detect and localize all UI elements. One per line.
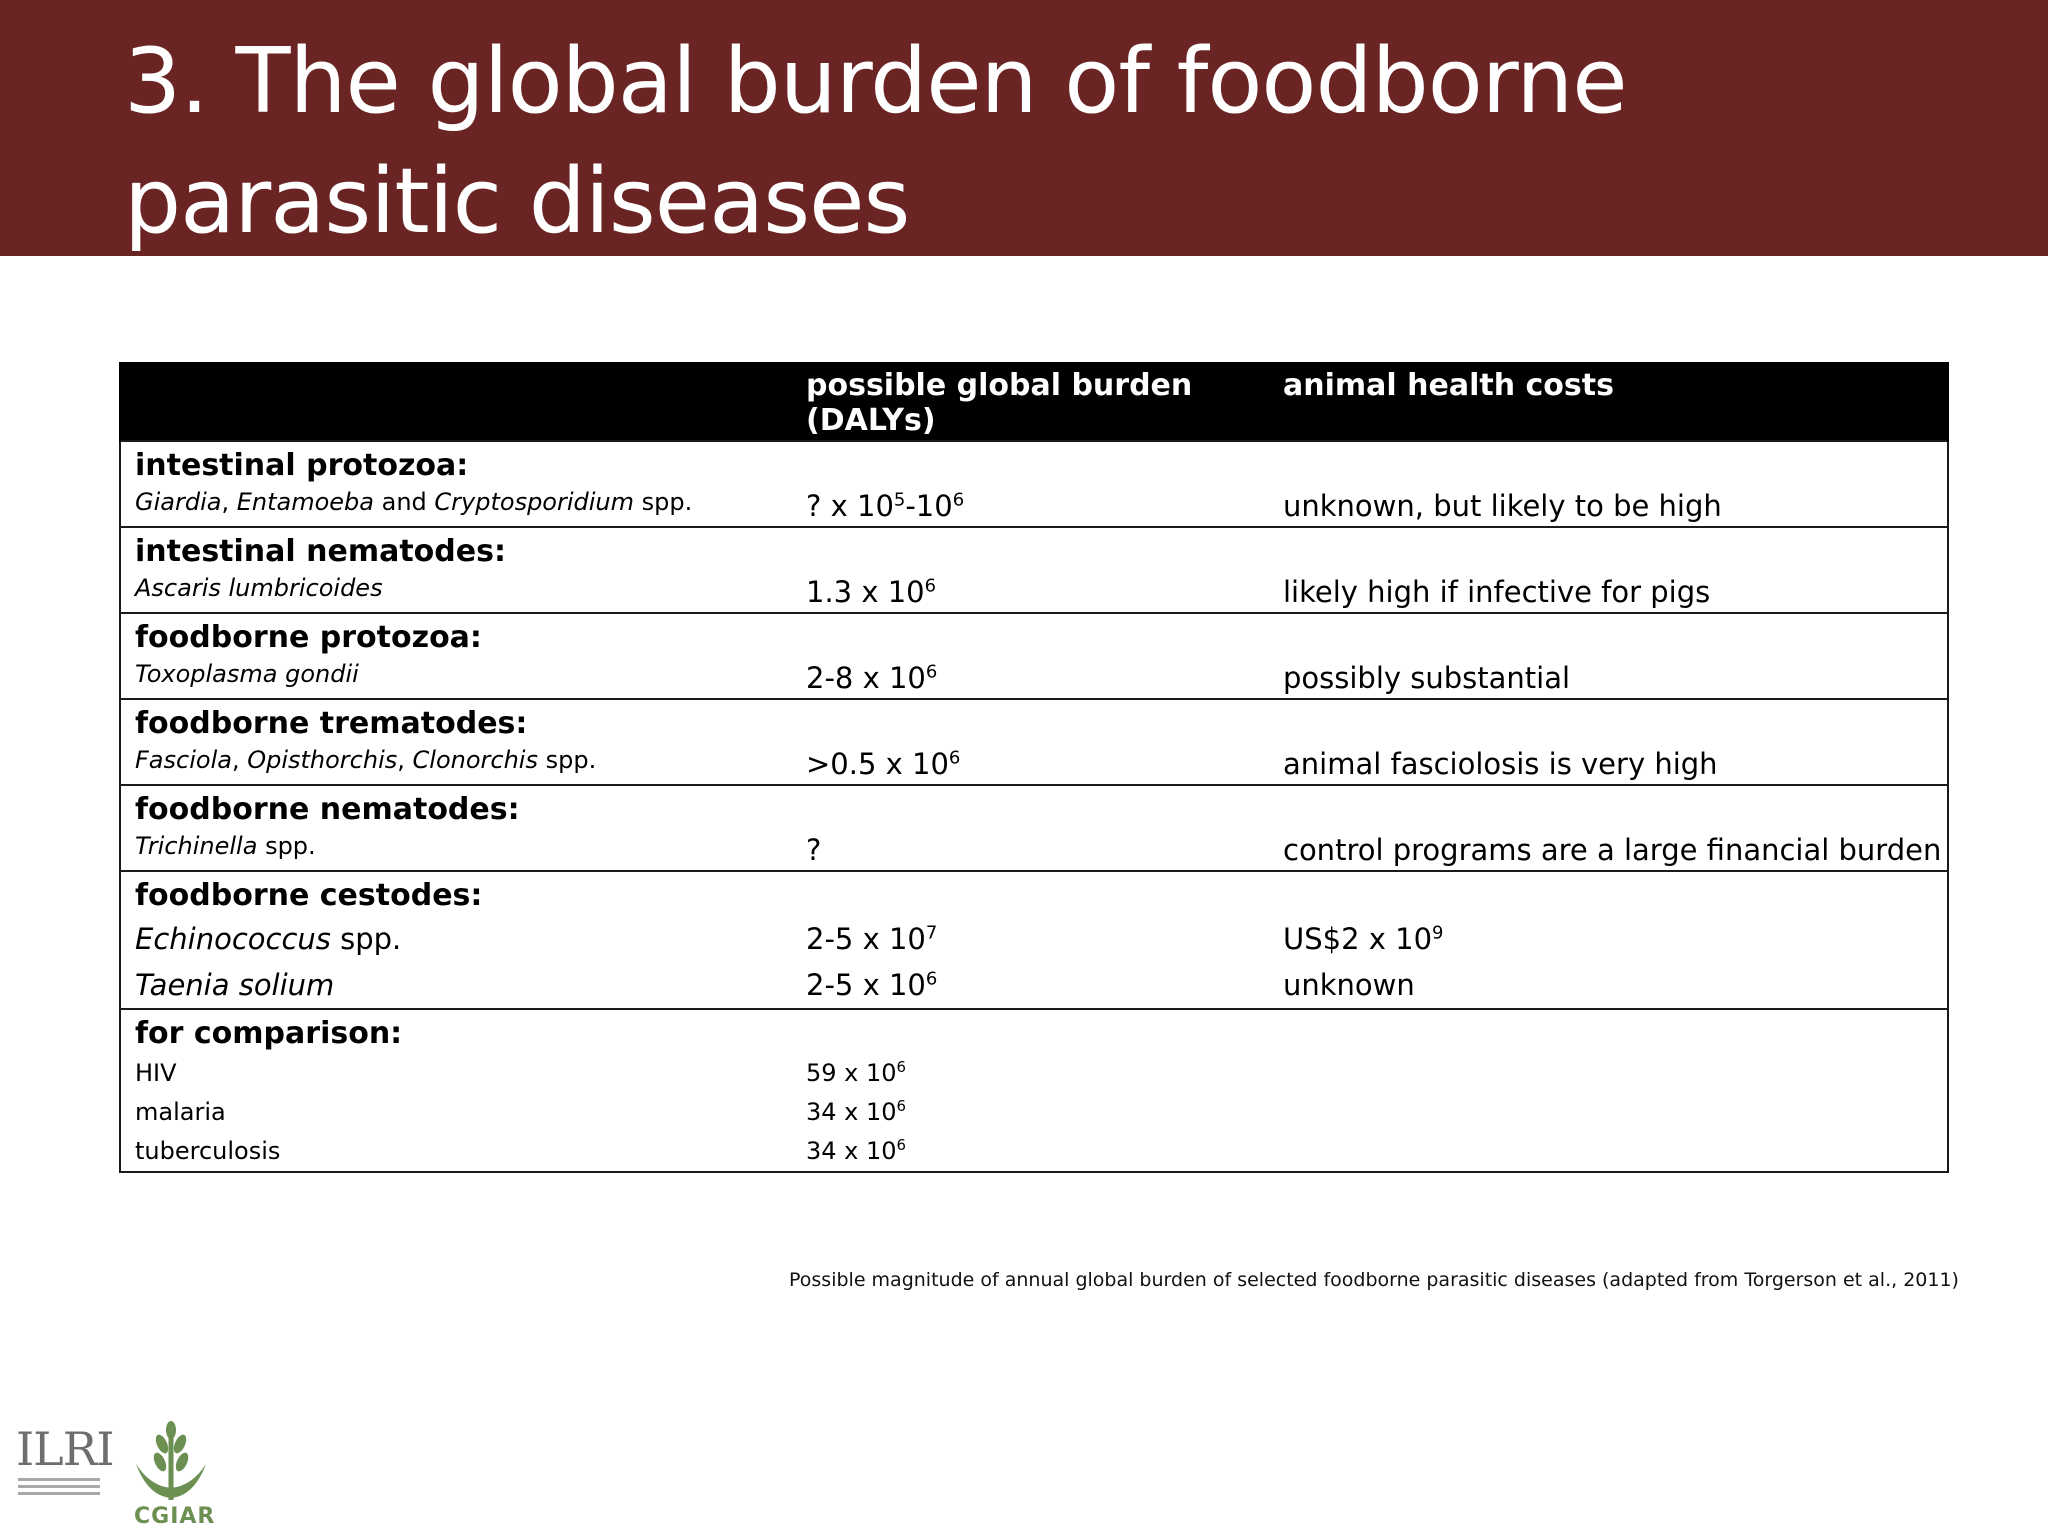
costs-cell xyxy=(1283,699,1948,785)
organism-label: Giardia, Entamoeba and Cryptosporidium spp. xyxy=(135,488,693,516)
burden-cell xyxy=(792,527,1283,613)
organism-label: Echinococcus spp. xyxy=(135,922,402,956)
costs-cell xyxy=(1283,785,1948,871)
table-caption: Possible magnitude of annual global burden of selected foodborne parasitic diseases (adapted from Torgerson et al., 2011) xyxy=(789,1269,1959,1291)
organism-label: Taenia solium xyxy=(135,968,335,1002)
costs-value: unknown xyxy=(1283,968,1415,1002)
ilri-logo xyxy=(16,1422,114,1524)
organism-label: Toxoplasma gondii xyxy=(135,660,359,688)
cgiar-logo-text: CGIAR xyxy=(134,1504,216,1529)
table-header-row xyxy=(120,362,1948,441)
burden-value: ? x $10^5-10^6$ xyxy=(806,489,965,523)
burden-value: 2-5 x $10^6$ xyxy=(806,968,938,1002)
burden-value: 2-8 x $10^6$ xyxy=(806,661,938,695)
header-costs: animal health costs xyxy=(1283,362,1948,441)
costs-value: animal fasciolosis is very high xyxy=(1283,747,1718,781)
costs-cell xyxy=(1283,441,1948,527)
cgiar-logo xyxy=(128,1420,214,1536)
organism-label: Trichinella spp. xyxy=(135,832,316,860)
table-row xyxy=(120,441,1948,527)
category-label: foodborne cestodes: xyxy=(135,878,483,913)
burden-cell xyxy=(792,441,1283,527)
title-bar xyxy=(0,0,2048,256)
comparison-value: 34 x $10^6$ xyxy=(806,1097,907,1126)
comparison-name: tuberculosis xyxy=(135,1137,281,1165)
disease-cell xyxy=(120,785,792,871)
disease-cell xyxy=(120,441,792,527)
table-row xyxy=(120,613,1948,699)
table-row xyxy=(120,1009,1948,1172)
burden-value: >0.5 x $10^6$ xyxy=(806,747,961,781)
disease-cell xyxy=(120,699,792,785)
category-label: intestinal nematodes: xyxy=(135,534,506,569)
costs-value: unknown, but likely to be high xyxy=(1283,489,1722,523)
organism-label: Ascaris lumbricoides xyxy=(135,574,383,602)
organism-label: Fasciola, Opisthorchis, Clonorchis spp. xyxy=(135,746,597,774)
category-label: foodborne protozoa: xyxy=(135,620,482,655)
costs-cell xyxy=(1283,871,1948,1009)
burden-table xyxy=(119,362,1949,1173)
category-label: foodborne trematodes: xyxy=(135,706,528,741)
disease-cell xyxy=(120,871,792,1009)
burden-cell xyxy=(792,1009,1283,1172)
comparison-value: 59 x $10^6$ xyxy=(806,1058,907,1087)
header-burden: possible global burden (DALYs) xyxy=(792,362,1283,441)
burden-cell xyxy=(792,699,1283,785)
disease-cell xyxy=(120,527,792,613)
comparison-name: HIV xyxy=(135,1059,177,1087)
burden-cell xyxy=(792,613,1283,699)
table-row xyxy=(120,527,1948,613)
category-label: foodborne nematodes: xyxy=(135,792,520,827)
burden-value: ? xyxy=(806,833,822,867)
header-disease xyxy=(120,362,792,441)
comparison-name: malaria xyxy=(135,1098,226,1126)
costs-value: possibly substantial xyxy=(1283,661,1571,695)
burden-value: 1.3 x $10^6$ xyxy=(806,575,937,609)
costs-value: control programs are a large financial burden xyxy=(1283,833,1942,867)
table-row xyxy=(120,699,1948,785)
cgiar-wheat-icon xyxy=(128,1420,214,1504)
table-row xyxy=(120,785,1948,871)
ilri-logo-text: ILRI xyxy=(16,1422,114,1476)
burden-value: 2-5 x $10^7$ xyxy=(806,922,938,956)
comparison-value: 34 x $10^6$ xyxy=(806,1136,907,1165)
disease-cell xyxy=(120,613,792,699)
burden-cell xyxy=(792,871,1283,1009)
costs-cell xyxy=(1283,613,1948,699)
costs-cell xyxy=(1283,1009,1948,1172)
slide-title: 3. The global burden of foodborne parasitic diseases xyxy=(124,29,1627,254)
burden-cell xyxy=(792,785,1283,871)
category-label: for comparison: xyxy=(135,1016,403,1051)
costs-value: US$2 x $10^9$ xyxy=(1283,922,1444,956)
costs-cell xyxy=(1283,527,1948,613)
disease-cell xyxy=(120,1009,792,1172)
table-row xyxy=(120,871,1948,1009)
category-label: intestinal protozoa: xyxy=(135,448,469,483)
ilri-logo-lines xyxy=(16,1478,102,1495)
costs-value: likely high if infective for pigs xyxy=(1283,575,1711,609)
